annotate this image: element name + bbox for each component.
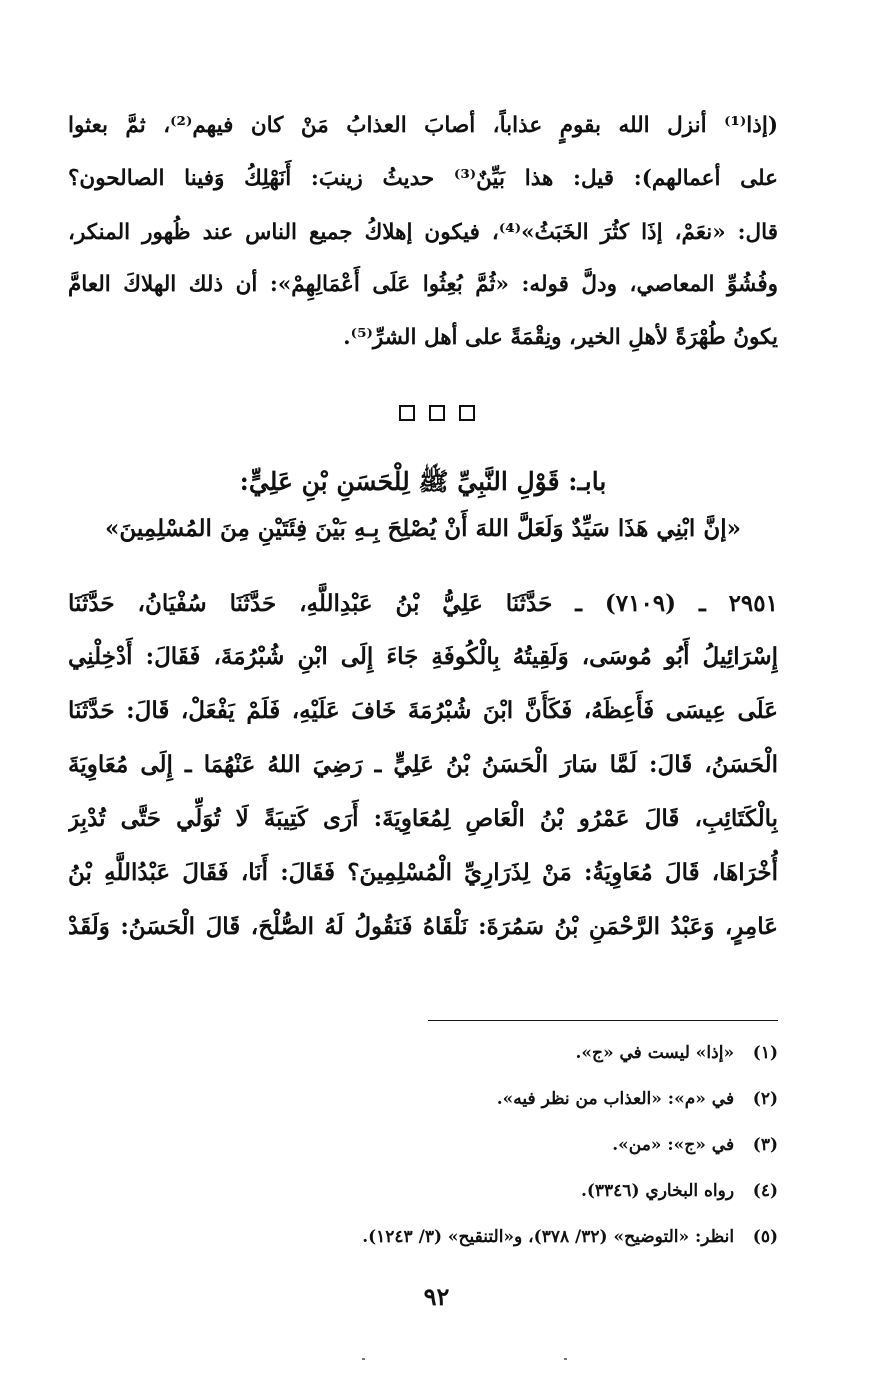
footnote [68,1130,778,1160]
footnote [68,1038,778,1068]
footnote-number: (١) [752,1043,778,1063]
hadith-line: عَامِرٍ، وَعَبْدُ الرَّحْمَنِ بْنُ سَمُرَةَ: نَلْقَاهُ فَنَقُولُ لَهُ الصُّلْحَ، قَالَ الْحَسَنُ: وَلَقَدْ [68,913,778,940]
chapter-subtitle: «إنَّ ابْنِي هَذَا سَيِّدٌ وَلَعَلَّ اللهَ أَنْ يُصْلِحَ بِـهِ بَيْنَ فِئَتَيْنِ مِنَ المُسْلِمِينَ» [104,515,741,542]
intro-line: قال: «نعَمْ، إذَا كثُرَ الخَبَثُ»⁽⁴⁾، فيكون إهلاكُ جميع الناس عند ظُهور المنكر، [68,220,778,245]
chapter-title: بابـ: قَوْلِ النَّبِيِّ ﷺ لِلْحَسَنِ بْنِ عَلِيٍّ: [239,467,607,496]
intro-line: (إذا⁽¹⁾ أنزل الله بقومٍ عذاباً، أصابَ العذابُ مَنْ كان فيهم⁽²⁾، ثمَّ بعثوا [68,113,778,138]
separator-box [399,405,415,421]
intro-line: على أعمالهم): قيل: هذا بَيِّنٌ⁽³⁾ حديثُ زينبَ: أَنَهْلِكُ وَفينا الصالحون؟ [68,166,778,191]
footnote-number: (٣) [752,1135,778,1155]
scan-speck [362,1358,365,1360]
footnote-text: في «ج»: «من». [612,1135,735,1155]
hadith-line: الْحَسَنُ، قَالَ: لَمَّا سَارَ الْحَسَنُ بْنُ عَلِيٍّ ـ رَضِيَ اللهُ عَنْهُمَا ـ إِلَى مُعَاوِيَةَ [68,751,778,778]
intro-line: وفُشُوِّ المعاصي، ودلَّ قوله: «ثُمَّ بُعِثُوا عَلَى أَعْمَالِهِمْ»: أن ذلك الهلاكَ العامَّ [68,272,778,297]
footnote [68,1084,778,1114]
footnote-text: انظر: «التوضيح» (٣٢/ ٣٧٨)، و«التنقيح» (٣/ ١٢٤٣). [362,1227,735,1247]
footnote-text: «إذا» ليست في «ج». [575,1043,735,1063]
hadith-line: بِالْكَتَائِبِ، قَالَ عَمْرُو بْنُ الْعَاصِ لِمُعَاوِيَةَ: أَرَى كَتِيبَةً لَا تُوَلِّي حَتَّى تُدْبِرَ [68,805,778,832]
footnote-text: في «م»: «العذاب من نظر فيه». [496,1089,735,1109]
hadith-line: إِسْرَائِيلُ أَبُو مُوسَى، وَلَقِيتُهُ بِالْكُوفَةِ جَاءَ إِلَى ابْنِ شُبْرُمَةَ، فَقَالَ: أَدْخِلْنِي [68,643,778,670]
footnote-number: (٤) [752,1181,778,1201]
footnote-number: (٢) [752,1089,778,1109]
footnote [68,1176,778,1206]
hadith-line: ٢٩٥١ ـ (٧١٠٩) ـ حَدَّثَنَا عَلِيُّ بْنُ عَبْدِاللَّهِ، حَدَّثَنَا سُفْيَانُ، حَدَّثَنَا [68,590,778,617]
section-separator [0,405,873,429]
intro-line: يكونُ طُهْرَةً لأهلِ الخير، ونِقْمَةً على أهل الشرِّ⁽⁵⁾. [343,325,778,350]
scan-speck [564,1358,567,1360]
hadith-line: أُخْرَاهَا، قَالَ مُعَاوِيَةُ: مَنْ لِذَرَارِيِّ الْمُسْلِمِينَ؟ فَقَالَ: أَنَا، فَقَالَ عَبْدُاللَّهِ بْنُ [68,859,778,886]
footnote [68,1222,778,1252]
page-number: ٩٢ [423,1282,450,1311]
separator-box [429,405,445,421]
hadith-line: عَلَى عِيسَى فَأَعِظَهُ، فَكَأَنَّ ابْنَ شُبْرُمَةَ خَافَ عَلَيْهِ، فَلَمْ يَفْعَلْ، قَالَ: حَدَّثَنَا [68,697,778,724]
separator-box [459,405,475,421]
footnote-number: (٥) [752,1227,778,1247]
footnote-text: رواه البخاري (٣٣٤٦). [580,1181,735,1201]
footnote-separator [428,1020,778,1021]
